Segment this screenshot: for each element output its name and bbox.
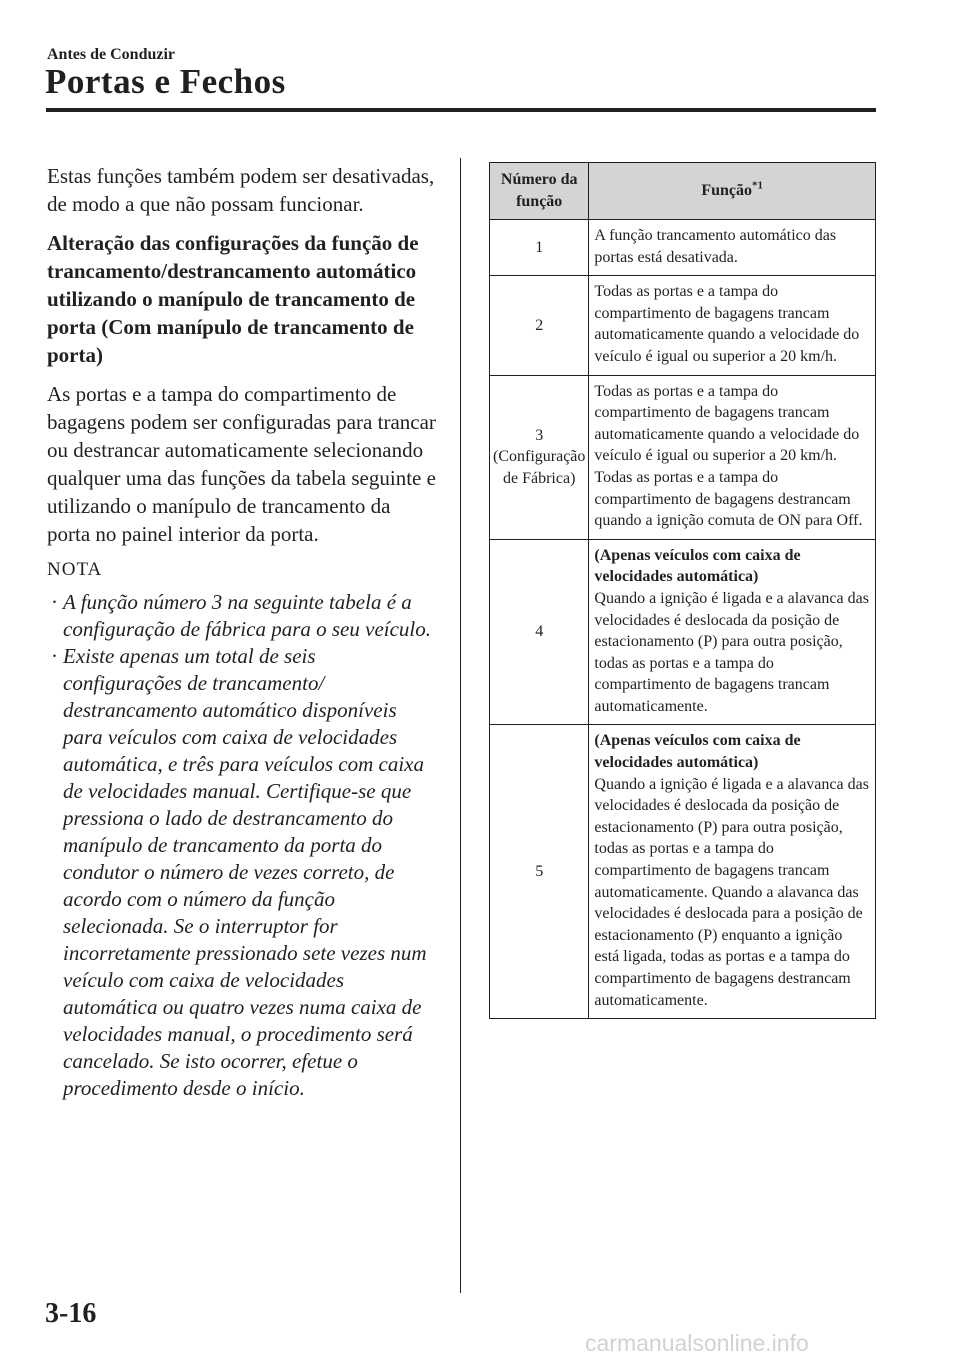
table-row (490, 220, 876, 276)
note-item (47, 643, 437, 1102)
function-table (489, 162, 876, 1019)
page-title: Portas e Fechos (45, 62, 286, 101)
note-text: A função número 3 na seguinte tabela é a configuração de fábrica para o seu veículo. (63, 590, 432, 641)
function-description: (Apenas veículos com caixa de velocidades automática) Quando a ignição é ligada e a alavanca das velocidades é deslocada da posição de estacionamento (P) para outra posição, todas as portas e a tampa do compartimento de bagagens trancam automaticamente. Quando a alavanca das velocidades é deslocada para a posição de estacionamento (P) enquanto a ignição está ligada, todas as portas e a tampa do compartimento de bagagens destrancam automaticamente. (589, 725, 876, 1019)
table-row (490, 539, 876, 725)
watermark: carmanualsonline.info (585, 1330, 809, 1356)
function-number: 4 (490, 539, 589, 725)
table-row (490, 276, 876, 375)
bullet-icon: · (51, 644, 58, 668)
bullet-icon: · (51, 590, 58, 614)
section-label: Antes de Conduzir (47, 46, 176, 63)
header-number: Número da função (490, 163, 589, 220)
header-function: Função$^{*1}$ (589, 163, 876, 220)
left-column (47, 162, 437, 1102)
condition-text: (Apenas veículos com caixa de velocidades automática) (594, 732, 801, 772)
function-number: 2 (490, 276, 589, 375)
header-divider (46, 108, 876, 112)
table-row (490, 375, 876, 539)
table-row (490, 725, 876, 1019)
note-text: Existe apenas um total de seis configurações de trancamento/ destrancamento automático disponíveis para veículos com caixa de velocidades automática, e três para veículos com caixa de velocidades manual. Certifique-se que pressiona o lado de destrancamento do manípulo de trancamento da porta do condutor o número de vezes correto, de acordo com o número da função selecionada. Se o interruptor for incorretamente pressionado sete vezes num veículo com caixa de velocidades automática ou quatro vezes numa caixa de velocidades manual, o procedimento será cancelado. Se isto ocorrer, efetue o procedimento desde o início. (63, 644, 427, 1100)
note-item (47, 589, 437, 643)
function-description: (Apenas veículos com caixa de velocidades automática) Quando a ignição é ligada e a alavanca das velocidades é deslocada da posição de estacionamento (P) para outra posição, todas as portas e a tampa do compartimento de bagagens trancam automaticamente. (589, 539, 876, 725)
note-label: NOTA (47, 559, 103, 580)
function-number: 1 (490, 220, 589, 276)
section-heading: Alteração das configurações da função de trancamento/destrancamento automático utilizando o manípulo de trancamento de porta (Com manípulo de trancamento de porta) (47, 231, 419, 367)
body-paragraph: As portas e a tampa do compartimento de bagagens podem ser configuradas para trancar ou destrancar automaticamente selecionando qualquer uma das funções da tabela seguinte e utilizando o manípulo de trancamento da porta no painel interior da porta. (47, 382, 436, 546)
column-divider (460, 158, 461, 1293)
function-description: Todas as portas e a tampa do compartimento de bagagens trancam automaticamente quando a velocidade do veículo é igual ou superior a 20 km/h. (589, 276, 876, 375)
condition-text: (Apenas veículos com caixa de velocidades automática) (594, 546, 801, 586)
intro-paragraph: Estas funções também podem ser desativadas, de modo a que não possam funcionar. (47, 164, 435, 216)
function-number: 5 (490, 725, 589, 1019)
page-number: 3-16 (45, 1298, 97, 1329)
function-description: A função trancamento automático das portas está desativada. (589, 220, 876, 276)
function-number: 3 (Configuração de Fábrica) (490, 375, 589, 539)
table-header-row (490, 163, 876, 220)
function-description: Todas as portas e a tampa do compartimento de bagagens trancam automaticamente quando a velocidade do veículo é igual ou superior a 20 km/h. Todas as portas e a tampa do compartimento de bagagens destrancam quando a ignição comuta de ON para Off. (589, 375, 876, 539)
footnote-marker: *1 (752, 179, 764, 192)
